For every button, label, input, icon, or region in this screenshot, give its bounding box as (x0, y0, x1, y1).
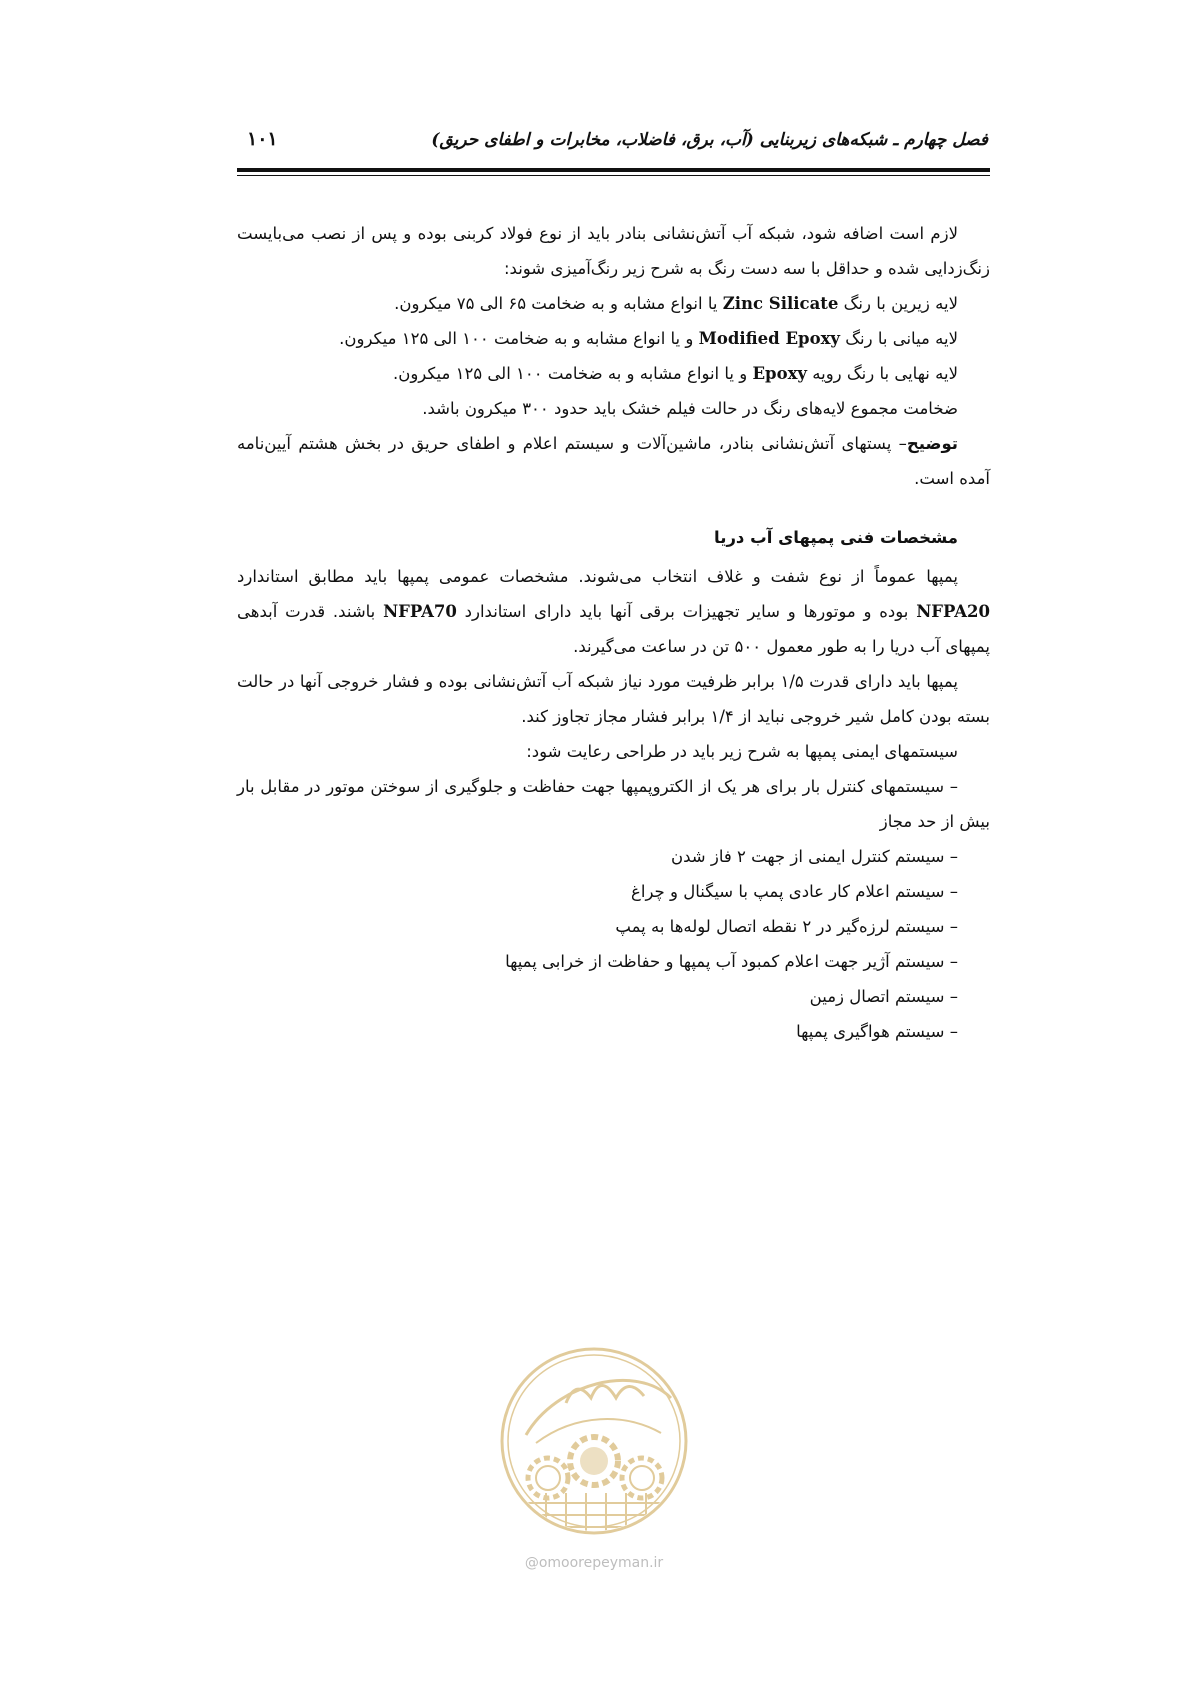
standard-nfpa70: NFPA70 (383, 602, 457, 621)
header-rule-thin (237, 175, 990, 176)
layer-3-suffix: و یا انواع مشابه و به ضخامت ۱۰۰ الی ۱۲۵ میکرون. (392, 364, 748, 383)
safety-intro: سیستمهای ایمنی پمپها به شرح زیر باید در طراحی رعایت شود: (526, 742, 958, 761)
body-text (237, 216, 990, 1049)
layer-3-paint-term: Epoxy (752, 364, 808, 383)
paint-layer-3 (237, 356, 990, 391)
layer-2-prefix: لایه میانی با رنگ (845, 329, 958, 348)
list-item: – سیستم اعلام کار عادی پمپ با سیگنال و چراغ (631, 882, 958, 901)
layer-2-paint-term: Modified Epoxy (698, 329, 841, 348)
paint-layer-2 (237, 321, 990, 356)
intro-line-1: لازم است اضافه شود، شبکه آب آتش‌نشانی بنادر باید از نوع فولاد کربنی بوده و پس از نصب (311, 224, 958, 243)
note-paragraph (237, 426, 990, 496)
list-item: – سیستم کنترل ایمنی از جهت ۲ فاز شدن (671, 847, 958, 866)
paint-layer-1 (237, 286, 990, 321)
layer-1-suffix: یا انواع مشابه و به ضخامت ۶۵ الی ۷۵ میکرون. (394, 294, 718, 313)
list-item: – سیستم اتصال زمین (809, 987, 958, 1006)
total-thickness: ضخامت مجموع لایه‌های رنگ در حالت فیلم خشک باید حدود ۳۰۰ میکرون باشد. (422, 399, 958, 418)
layer-3-prefix: لایه نهایی با رنگ رویه (812, 364, 958, 383)
pumps-paragraph-1 (237, 559, 990, 664)
pumps-paragraph-2: پمپها باید دارای قدرت ۱/۵ برابر ظرفیت مورد نیاز شبکه آب آتش‌نشانی بوده و فشار خروجی آنها در حالت بسته بودن کامل شیر خروجی نباید از ۱/۴ برابر فشار مجاز تجاوز کند. (237, 672, 990, 726)
layer-1-prefix: لایه زیرین با رنگ (843, 294, 958, 313)
page-number: ۱۰۱ (247, 128, 278, 150)
note-text: – پستهای آتش‌نشانی بنادر، ماشین‌آلات و سیستم اعلام و اطفای حریق در بخش هشتم آیین‌نامه آمده است. (237, 434, 990, 488)
intro-line-2: می‌بایست زنگ‌زدایی شده و حداقل با سه دست رنگ به شرح زیر رنگ‌آمیزی شوند: (237, 224, 990, 278)
omoorepeyman-seal-icon (496, 1343, 692, 1543)
watermark-logo (496, 1343, 692, 1593)
watermark-url: @omoorepeyman.ir (524, 1555, 664, 1571)
standard-nfpa20: NFPA20 (916, 602, 990, 621)
paragraph-intro (237, 216, 990, 286)
header-rule-thick (237, 168, 990, 172)
section-heading: مشخصات فنی پمپهای آب دریا (714, 528, 958, 547)
layer-2-suffix: و یا انواع مشابه و به ضخامت ۱۰۰ الی ۱۲۵ میکرون. (339, 329, 694, 348)
pumps-p1-start: پمپها عموماً از نوع شفت و غلاف انتخاب می‌شوند. مشخصات عمومی پمپها باید مطابق استاندارد (237, 567, 958, 586)
note-label: توضیح (906, 434, 958, 453)
pumps-p1-end: باشند. قدرت آبدهی پمپهای آب دریا را به طور معمول ۵۰۰ تن در ساعت می‌گیرند. (237, 602, 990, 656)
list-item: – سیستم لرزه‌گیر در ۲ نقطه اتصال لوله‌ها به پمپ (615, 917, 958, 936)
running-header (237, 126, 988, 162)
chapter-title: فصل چهارم ـ شبکه‌های زیربنایی (آب، برق، فاضلاب، مخابرات و اطفای حریق) (431, 130, 988, 150)
pumps-p1-middle: بوده و موتورها و سایر تجهیزات برقی آنها باید دارای استاندارد (464, 602, 909, 621)
layer-1-paint-term: Zinc Silicate (722, 294, 839, 313)
list-item: – سیستم هواگیری پمپها (796, 1022, 958, 1041)
list-item: – سیستم آژیر جهت اعلام کمبود آب پمپها و حفاظت از خرابی پمپها (505, 952, 958, 971)
safety-item-load-control: – سیستمهای کنترل بار برای هر یک از الکتروپمپها جهت حفاظت و جلوگیری از سوختن موتور در مقابل بار بیش از حد مجاز (237, 777, 990, 831)
